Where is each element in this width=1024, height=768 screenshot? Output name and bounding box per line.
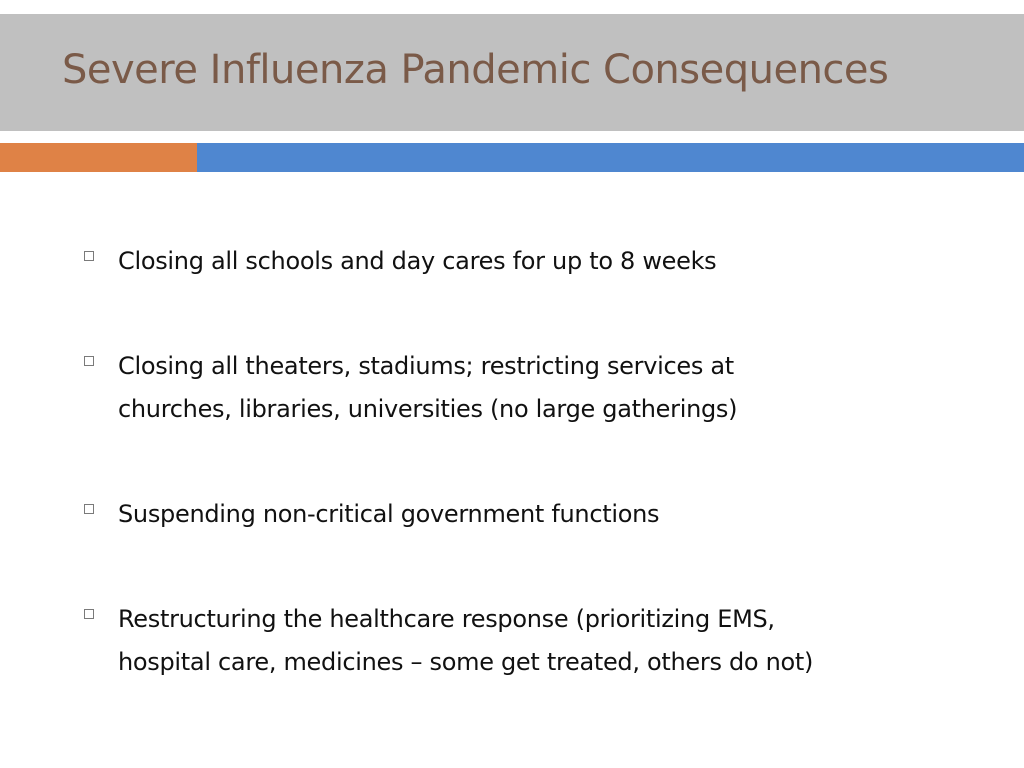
bullet-text-line: churches, libraries, universities (no large gatherings) (118, 395, 738, 423)
bullet-text-line: Closing all theaters, stadiums; restricting services at (118, 352, 734, 380)
bullet-item-government (80, 493, 980, 536)
bullet-text-line: Suspending non-critical government functions (118, 500, 660, 528)
hollow-square-bullet-icon (84, 609, 94, 619)
bullet-text-line: Closing all schools and day cares for up to 8 weeks (118, 247, 717, 275)
bullet-text-line: Restructuring the healthcare response (prioritizing EMS, (118, 605, 775, 633)
slide-title: Severe Influenza Pandemic Consequences (62, 47, 889, 93)
bullet-item-theaters (80, 345, 980, 431)
bullet-item-healthcare (80, 598, 980, 684)
hollow-square-bullet-icon (84, 356, 94, 366)
hollow-square-bullet-icon (84, 251, 94, 261)
bullet-text-line: hospital care, medicines – some get treated, others do not) (118, 648, 814, 676)
hollow-square-bullet-icon (84, 504, 94, 514)
bullet-item-schools (80, 240, 980, 283)
